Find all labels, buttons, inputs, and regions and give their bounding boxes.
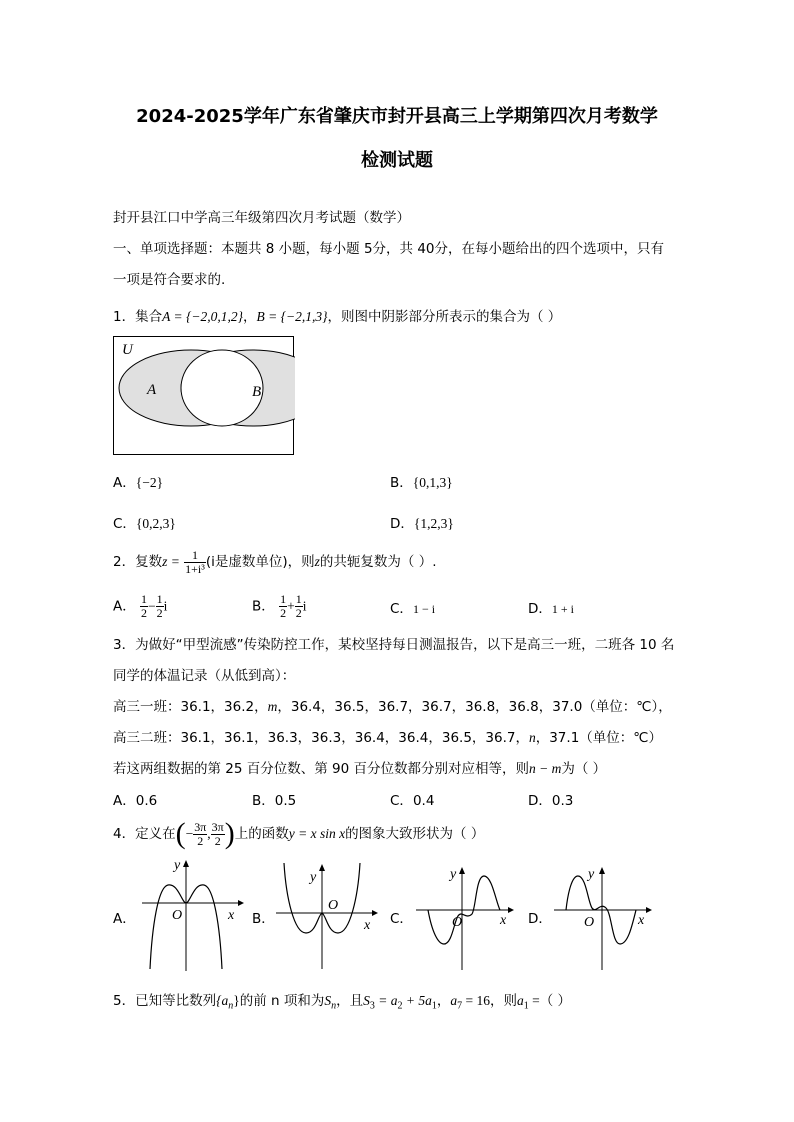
- q4-graph-a[interactable]: [138, 857, 248, 975]
- q2-option-c[interactable]: [390, 597, 435, 617]
- q5-text-b: 的前 n 项和为: [239, 993, 325, 1009]
- q5-text-d: ，: [436, 993, 451, 1009]
- q5-eq3-b: =: [528, 993, 540, 1008]
- y-axis-arrow: [459, 867, 465, 874]
- q3-option-b-letter: B．: [252, 793, 275, 809]
- q2-stem-rest: 的共轭复数为（ ）.: [319, 554, 437, 570]
- question-5-stem: [113, 989, 571, 1012]
- q1-option-c-value: {0,2,3}: [135, 516, 176, 531]
- q4-frac1-num: 3π: [194, 819, 207, 834]
- q3-option-d-letter: D．: [528, 793, 552, 809]
- venn-b-label: B: [252, 384, 262, 400]
- q4-right-paren: ): [224, 817, 235, 850]
- y-label: y: [588, 867, 595, 882]
- q2-b-operator: +: [287, 598, 295, 614]
- q2-z-eq: z =: [162, 554, 180, 569]
- q1-set-b: B = {−2,1,3}: [256, 309, 328, 324]
- q2-a-frac2-num: 1: [156, 592, 163, 606]
- q1-option-d-value: {1,2,3}: [413, 516, 454, 531]
- q5-eq2: a: [450, 993, 458, 1008]
- q2-option-d[interactable]: [528, 597, 574, 617]
- q5-seq: {a: [216, 993, 229, 1008]
- q3-option-a-value: 0.6: [135, 793, 158, 809]
- q1-option-b[interactable]: [390, 471, 453, 491]
- q4-comma: ,: [207, 826, 211, 841]
- q4-option-b-label[interactable]: B．: [252, 911, 275, 927]
- q2-option-c-letter: C．: [390, 601, 413, 617]
- q2-option-d-value: 1 + i: [551, 602, 575, 616]
- y-axis-arrow: [183, 860, 189, 867]
- q4-stem-rest: 的图象大致形状为（ ）: [345, 826, 485, 842]
- q5-eq1-c: + 5a: [402, 993, 432, 1008]
- q1-option-c[interactable]: [113, 512, 176, 532]
- page-title-line1: 2024-2025学年广东省肇庆市封开县高三上学期第四次月考数学: [136, 106, 658, 127]
- q5-eq1-sub: 3: [369, 1000, 375, 1012]
- q1-option-b-letter: B．: [390, 475, 413, 491]
- q3-line5-end: 为（ ）: [561, 761, 607, 777]
- q5-text-c: ，且: [336, 993, 364, 1009]
- q3-class1-start: 高三一班：36.1，36.2，: [113, 699, 268, 715]
- section-instructions-line2: 一项是符合要求的.: [113, 272, 226, 288]
- q5-sn-sub: n: [331, 1000, 337, 1012]
- q5-eq1-b: = a: [374, 993, 398, 1008]
- q3-var-m: m: [267, 699, 278, 714]
- q4-frac2: [211, 821, 225, 848]
- q2-a-operator: −: [148, 598, 156, 614]
- q3-option-c-letter: C．: [390, 793, 413, 809]
- y-axis-arrow: [599, 867, 605, 874]
- q4-option-d-label[interactable]: D．: [528, 911, 552, 927]
- question-3-line5: [113, 757, 606, 777]
- question-3-class1: [113, 695, 672, 715]
- x-label: x: [364, 918, 371, 933]
- q5-eq1-sub3: 1: [431, 1000, 437, 1012]
- q3-option-b-value: 0.5: [274, 793, 297, 809]
- q3-expression: n − m: [529, 761, 562, 776]
- q2-b-imag: i: [302, 598, 307, 614]
- y-label: y: [310, 870, 317, 885]
- q2-b-frac2-num: 1: [295, 592, 302, 606]
- q2-option-a-letter: A．: [113, 598, 136, 615]
- q3-option-d-value: 0.3: [551, 793, 574, 809]
- q1-option-d[interactable]: [390, 512, 454, 532]
- q1-separator: ，: [243, 309, 257, 325]
- question-3-line2: 同学的体温记录（从低到高）：: [113, 668, 296, 684]
- q5-sn: S: [324, 993, 332, 1008]
- q4-option-c-label[interactable]: C．: [390, 911, 413, 927]
- page-title-line2: 检测试题: [361, 150, 433, 171]
- q1-option-b-value: {0,1,3}: [412, 475, 453, 490]
- q4-graph-b[interactable]: [272, 857, 382, 975]
- q5-eq3-sub: 1: [523, 1000, 529, 1012]
- q1-stem-rest: ，则图中阴影部分所表示的集合为（ ）: [327, 309, 562, 325]
- q2-a-frac1-den: 2: [141, 606, 148, 620]
- q4-graph-d[interactable]: [550, 862, 660, 974]
- q5-text-a: 5．已知等比数列: [113, 993, 217, 1009]
- q2-a-frac1: [140, 593, 148, 620]
- q3-option-d[interactable]: [528, 789, 573, 809]
- q2-b-frac2-den: 2: [295, 606, 302, 620]
- q2-a-frac2-den: 2: [156, 606, 163, 620]
- q1-option-a-letter: A．: [113, 475, 136, 491]
- q2-fraction-den: 1+i³: [185, 561, 205, 576]
- x-label: x: [500, 913, 507, 928]
- q1-option-a[interactable]: [113, 471, 163, 491]
- q4-frac1-den: 2: [197, 833, 204, 848]
- question-2-stem: [113, 547, 437, 577]
- q2-a-imag: i: [163, 598, 168, 614]
- q2-option-c-value: 1 − i: [412, 602, 436, 616]
- q2-option-a[interactable]: [113, 593, 167, 620]
- q1-option-d-letter: D．: [390, 516, 414, 532]
- q5-eq1-sub2: 2: [397, 1000, 403, 1012]
- q5-text-f: （ ）: [539, 993, 572, 1009]
- question-1-stem: [113, 305, 561, 325]
- q4-option-a-label[interactable]: A．: [113, 911, 136, 927]
- q4-minus: −: [185, 826, 194, 841]
- q4-mid: 上的函数: [234, 826, 289, 842]
- venn-diagram: [113, 336, 295, 456]
- q2-fraction: [184, 549, 206, 576]
- q2-a-frac2: [156, 593, 164, 620]
- q2-b-frac1: [279, 593, 287, 620]
- q2-option-d-letter: D．: [528, 601, 552, 617]
- x-label: x: [638, 913, 645, 928]
- y-label: y: [450, 867, 457, 882]
- intersection-region: [181, 350, 263, 426]
- q2-option-b[interactable]: [252, 593, 306, 620]
- x-axis-arrow: [508, 907, 514, 913]
- q4-function: y = x sin x: [288, 826, 346, 841]
- q2-note: (i是虚数单位)，则: [205, 554, 315, 570]
- q2-b-frac2: [295, 593, 303, 620]
- q2-a-frac1-num: 1: [141, 592, 148, 606]
- q3-var-n: n: [528, 730, 536, 745]
- venn-a-label: A: [147, 382, 157, 398]
- q5-eq2-sub: 7: [457, 1000, 463, 1012]
- question-3-line1: 3．为做好“甲型流感”传染防控工作，某校坚持每日测温报告，以下是高三一班，二班各 10 名: [113, 637, 675, 653]
- origin-label: O: [584, 915, 595, 930]
- venn-u-label: U: [122, 342, 133, 358]
- q4-frac2-den: 2: [214, 833, 221, 848]
- q4-frac2-num: 3π: [211, 819, 224, 834]
- q3-option-c[interactable]: [390, 789, 434, 809]
- q5-eq2-b: = 16: [462, 993, 490, 1008]
- question-3-class2: [113, 726, 662, 746]
- q1-number: 1．集合: [113, 309, 163, 325]
- exam-subtitle: 封开县江口中学高三年级第四次月考试题（数学）: [113, 210, 410, 226]
- origin-label: O: [328, 898, 339, 913]
- q2-z: z: [314, 554, 320, 569]
- q4-left-paren: (: [175, 817, 186, 850]
- y-label: y: [174, 858, 181, 873]
- question-4-stem: [113, 817, 484, 851]
- q3-class2-start: 高三二班：36.1，36.1，36.3，36.3，36.4，36.4，36.5，36.7，: [113, 730, 529, 746]
- q5-seq-close: }: [233, 993, 240, 1008]
- q3-option-b[interactable]: [252, 789, 296, 809]
- q4-number: 4．定义在: [113, 826, 176, 842]
- q2-number: 2．复数: [113, 554, 163, 570]
- y-axis-arrow: [319, 864, 325, 871]
- q2-option-b-letter: B．: [252, 598, 275, 615]
- q4-graph-c[interactable]: [412, 862, 522, 974]
- q5-text-e: ，则: [490, 993, 517, 1009]
- q3-class2-end: ，37.1（单位：℃）: [535, 730, 662, 746]
- q5-eq1: S: [363, 993, 370, 1008]
- q5-seq-sub: n: [228, 1000, 234, 1012]
- x-axis-arrow: [238, 900, 244, 906]
- q3-option-c-value: 0.4: [412, 793, 435, 809]
- q1-set-a: A = {−2,0,1,2}: [162, 309, 243, 324]
- q2-fraction-num: 1: [184, 549, 206, 563]
- q1-option-a-value: {−2}: [135, 475, 164, 490]
- q3-line5-start: 若这两组数据的第 25 百分位数、第 90 百分位数都分别对应相等，则: [113, 761, 530, 777]
- x-axis-arrow: [646, 907, 652, 913]
- q3-option-a-letter: A．: [113, 793, 136, 809]
- x-axis-arrow: [372, 910, 378, 916]
- origin-label: O: [452, 915, 463, 930]
- section-instructions-line1: 一、单项选择题：本题共 8 小题，每小题 5分，共 40分，在每小题给出的四个选项中，只有: [113, 241, 665, 257]
- origin-label: O: [172, 908, 183, 923]
- q2-b-frac1-den: 2: [280, 606, 287, 620]
- x-label: x: [228, 908, 235, 923]
- q3-class1-end: ，36.4，36.5，36.7，36.7，36.8，36.8，37.0（单位：℃），: [277, 699, 672, 715]
- q5-eq3: a: [517, 993, 524, 1008]
- q1-option-c-letter: C．: [113, 516, 136, 532]
- q3-option-a[interactable]: [113, 789, 157, 809]
- q4-frac1: [193, 821, 207, 848]
- q2-b-frac1-num: 1: [280, 592, 287, 606]
